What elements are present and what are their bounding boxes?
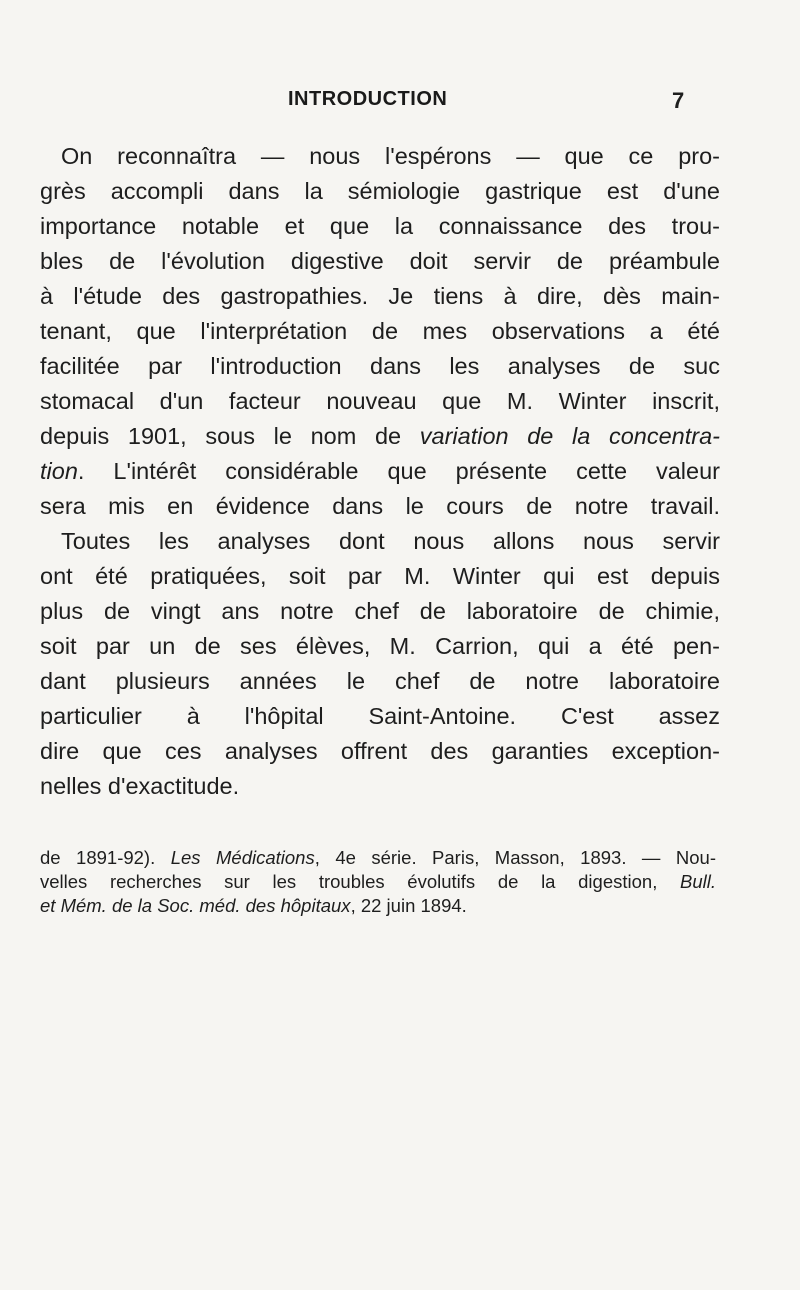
text-segment: , 4e série. Paris, Masson, 1893. — Nou- xyxy=(314,847,716,868)
text-line: nelles d'exactitude. xyxy=(40,773,240,799)
text-segment: velles recherches sur les troubles évolutifs de la digestion, xyxy=(40,871,680,892)
text-line: sera mis en évidence dans le cours de notre travail. xyxy=(40,493,720,519)
text-segment: . L'intérêt considérable que présente cette valeur xyxy=(77,458,720,484)
body-text xyxy=(40,139,720,804)
footnote-line xyxy=(40,894,716,918)
running-title: INTRODUCTION xyxy=(288,88,448,110)
text-line: grès accompli dans la sémiologie gastrique est d'une xyxy=(40,178,720,204)
text-line: Toutes les analyses dont nous allons nous servir xyxy=(61,528,720,554)
text-line: dire que ces analyses offrent des garanties exception- xyxy=(40,738,720,764)
text-line xyxy=(40,454,720,489)
text-line: facilitée par l'introduction dans les analyses de suc xyxy=(40,353,720,379)
text-line: soit par un de ses élèves, M. Carrion, qui a été pen- xyxy=(40,633,720,659)
text-line: plus de vingt ans notre chef de laboratoire de chimie, xyxy=(40,598,720,624)
text-line: bles de l'évolution digestive doit servir de préambule xyxy=(40,248,720,274)
text-line: ont été pratiquées, soit par M. Winter qui est depuis xyxy=(40,563,720,589)
italic-title: Les Médications xyxy=(170,847,315,868)
text-line: stomacal d'un facteur nouveau que M. Winter inscrit, xyxy=(40,388,720,414)
footnote xyxy=(40,846,716,918)
running-header xyxy=(0,88,800,118)
footnote-line xyxy=(40,870,716,894)
text-line: dant plusieurs années le chef de notre laboratoire xyxy=(40,668,720,694)
footnote-line xyxy=(40,846,716,870)
text-segment: de 1891-92). xyxy=(40,847,171,868)
text-line xyxy=(40,419,720,454)
italic-term: tion xyxy=(40,458,78,484)
text-segment: depuis 1901, sous le nom de xyxy=(40,423,420,449)
text-line: importance notable et que la connaissance des trou- xyxy=(40,213,720,239)
text-line: On reconnaîtra — nous l'espérons — que ce pro- xyxy=(61,143,720,169)
page-number: 7 xyxy=(672,88,685,113)
italic-title: Bull. xyxy=(680,871,716,892)
text-line: particulier à l'hôpital Saint-Antoine. C'est assez xyxy=(40,703,720,729)
text-line: tenant, que l'interprétation de mes observations a été xyxy=(40,318,720,344)
text-line: à l'étude des gastropathies. Je tiens à dire, dès main- xyxy=(40,283,720,309)
italic-title: et Mém. de la Soc. méd. des hôpitaux xyxy=(40,895,351,916)
text-segment: , 22 juin 1894. xyxy=(350,895,467,916)
italic-term: variation de la concentra- xyxy=(419,423,721,449)
